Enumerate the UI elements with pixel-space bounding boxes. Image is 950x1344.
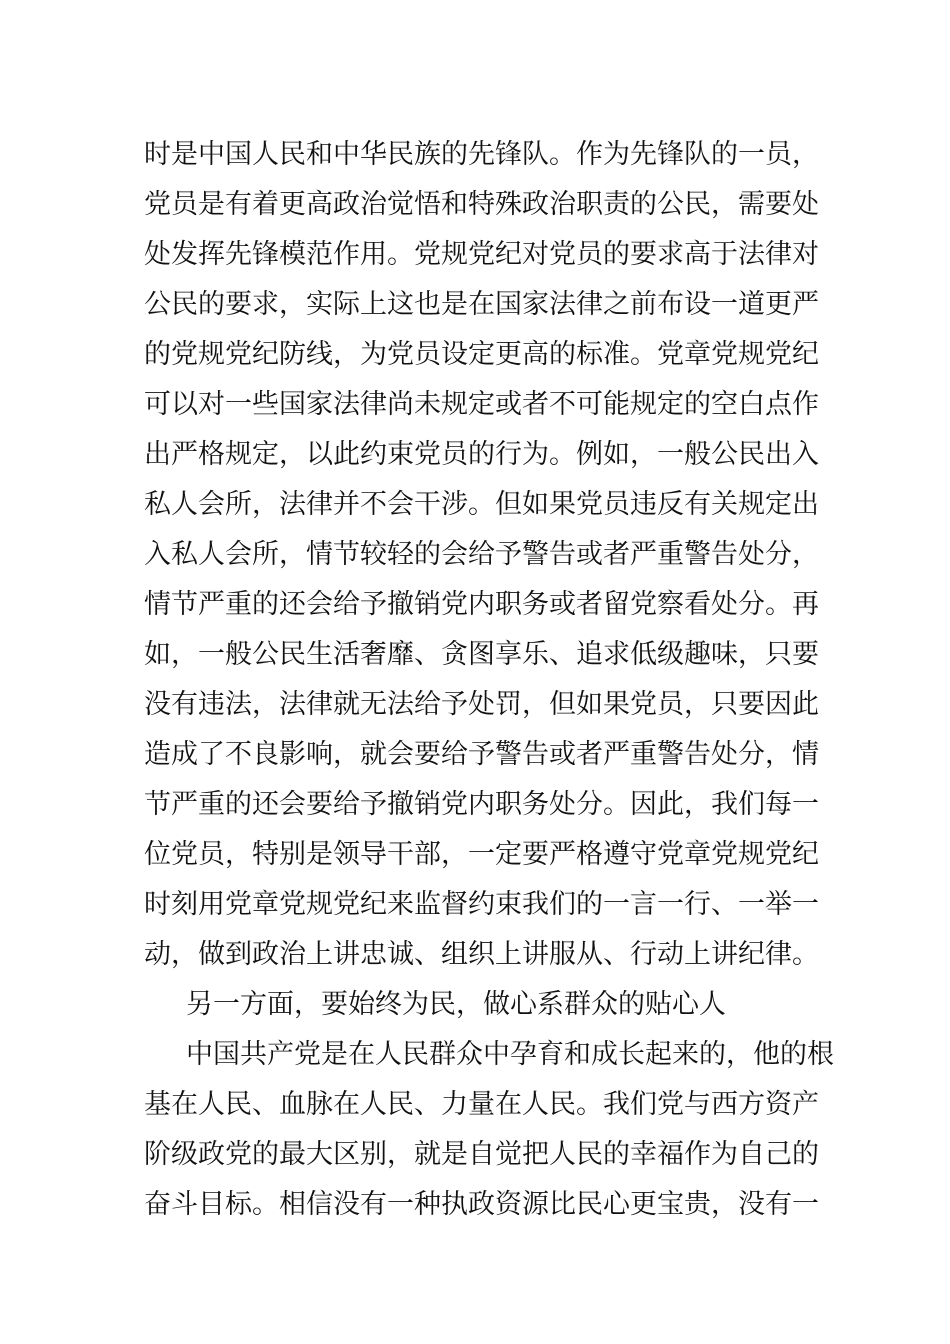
document-body bbox=[144, 130, 834, 1230]
text-line: 私人会所，法律并不会干涉。但如果党员违反有关规定出 bbox=[144, 489, 819, 520]
text-line: 阶级政党的最大区别，就是自觉把人民的幸福作为自己的 bbox=[144, 1139, 819, 1170]
text-line: 基在人民、血脉在人民、力量在人民。我们党与西方资产 bbox=[144, 1089, 819, 1120]
text-line: 出严格规定，以此约束党员的行为。例如，一般公民出入 bbox=[144, 439, 819, 470]
text-line: 动，做到政治上讲忠诚、组织上讲服从、行动上讲纪律。 bbox=[144, 939, 819, 970]
text-line: 时是中国人民和中华民族的先锋队。作为先锋队的一员， bbox=[144, 139, 819, 170]
text-line: 节严重的还会要给予撤销党内职务处分。因此，我们每一 bbox=[144, 789, 819, 820]
text-line: 可以对一些国家法律尚未规定或者不可能规定的空白点作 bbox=[144, 389, 819, 420]
text-line: 如，一般公民生活奢靡、贪图享乐、追求低级趣味，只要 bbox=[144, 639, 819, 670]
text-line: 情节严重的还会给予撤销党内职务或者留党察看处分。再 bbox=[144, 589, 819, 620]
text-line: 公民的要求，实际上这也是在国家法律之前布设一道更严 bbox=[144, 289, 819, 320]
text-line: 没有违法，法律就无法给予处罚，但如果党员，只要因此 bbox=[144, 689, 819, 720]
text-line: 处发挥先锋模范作用。党规党纪对党员的要求高于法律对 bbox=[144, 239, 819, 270]
text-line: 的党规党纪防线，为党员设定更高的标准。党章党规党纪 bbox=[144, 339, 819, 370]
text-line: 位党员，特别是领导干部，一定要严格遵守党章党规党纪 bbox=[144, 839, 819, 870]
section-heading: 另一方面，要始终为民，做心系群众的贴心人 bbox=[186, 989, 726, 1020]
text-line: 时刻用党章党规党纪来监督约束我们的一言一行、一举一 bbox=[144, 889, 819, 920]
text-line: 中国共产党是在人民群众中孕育和成长起来的，他的根 bbox=[186, 1039, 834, 1070]
text-line: 奋斗目标。相信没有一种执政资源比民心更宝贵，没有一 bbox=[144, 1189, 819, 1220]
text-line: 入私人会所，情节较轻的会给予警告或者严重警告处分， bbox=[144, 539, 819, 570]
text-line: 造成了不良影响，就会要给予警告或者严重警告处分，情 bbox=[144, 739, 819, 770]
text-line: 党员是有着更高政治觉悟和特殊政治职责的公民，需要处 bbox=[144, 189, 819, 220]
